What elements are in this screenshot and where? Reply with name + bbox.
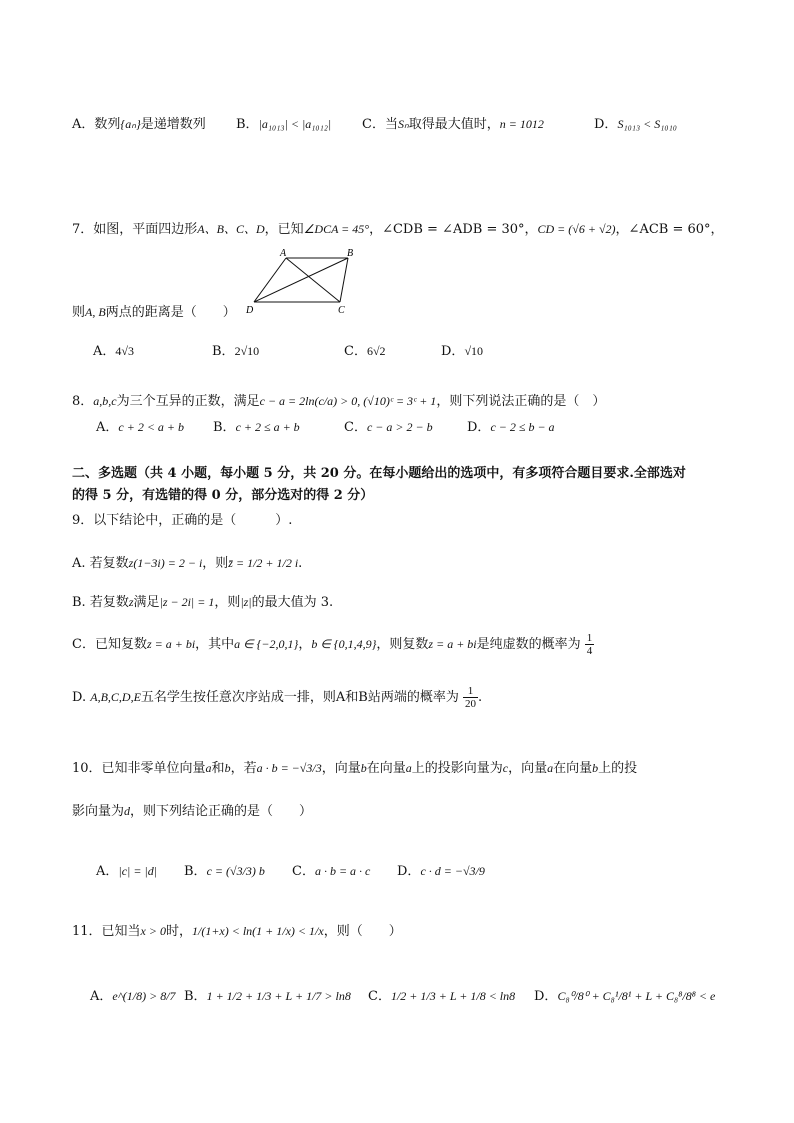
q7-option-d[interactable]: D．√10 bbox=[441, 344, 484, 359]
q7-figure bbox=[240, 246, 360, 316]
section-2-heading: 二、多选题（共 4 小题，每小题 5 分，共 20 分。在每小题给出的选项中，有多项符合题目要求.全部选对 bbox=[72, 466, 686, 481]
q11-option-c[interactable]: C．1/2 + 1/3 + L + 1/8 < ln8 bbox=[368, 989, 516, 1004]
fraction-one-twentieth: $\frac{1}{20}$ bbox=[465, 685, 476, 710]
q8-option-b[interactable]: B．c + 2 ≤ a + b bbox=[213, 420, 300, 435]
q7-option-a[interactable]: A．4√3 bbox=[93, 344, 134, 359]
q10-option-a[interactable]: A．|c| = |d| bbox=[96, 864, 158, 879]
fraction-one-quarter: $\frac{1}{4}$ bbox=[586, 632, 593, 657]
q8-option-a[interactable]: A．c + 2 < a + b bbox=[96, 420, 185, 435]
diag-ac bbox=[286, 258, 340, 302]
q9-option-b[interactable]: B. 若复数z满足|z − 2i| = 1，则|z|的最大值为 3. bbox=[72, 595, 334, 610]
q9-option-c[interactable]: C．已知复数z = a + bi，其中a ∈ {−2,0,1}，b ∈ {0,1,4,9}，则复数z = a + bi是纯虚数的概率为 $\frac{1}{4}$ bbox=[72, 632, 593, 657]
q6-option-d[interactable]: D．S₁₀₁₃ < S₁₀₁₀ bbox=[594, 117, 677, 132]
label-b: B bbox=[347, 248, 354, 259]
q10-stem: 10．已知非零单位向量a和b，若a · b = −√3/3，向量b在向量a上的投影向量为c，向量a在向量b上的投 bbox=[72, 761, 638, 776]
q6-option-c[interactable]: C．当Sₙ取得最大值时，n = 1012 bbox=[362, 117, 544, 132]
edge-bc bbox=[340, 258, 348, 302]
q7-option-b[interactable]: B．2√10 bbox=[212, 344, 260, 359]
section-2-heading-line2: 的得 5 分，有选错的得 0 分，部分选对的得 2 分） bbox=[72, 488, 374, 503]
label-a: A bbox=[280, 248, 287, 259]
q11-option-b[interactable]: B．1 + 1/2 + 1/3 + L + 1/7 > ln8 bbox=[184, 989, 351, 1004]
q11-stem: 11．已知当x > 0时，1/(1+x) < ln(1 + 1/x) < 1/x，则（ ） bbox=[72, 924, 402, 939]
q10-stem-line2: 影向量为d，则下列结论正确的是（ ） bbox=[72, 804, 313, 819]
q8-stem: 8．a,b,c为三个互异的正数，满足c − a = 2ln(c/a) > 0, (√10)ᶜ = 3ᶜ + 1，则下列说法正确的是（ ） bbox=[72, 394, 606, 409]
q9-option-d[interactable]: D. A,B,C,D,E五名学生按任意次序站成一排，则A和B站两端的概率为 $\frac{1}{20}$ . bbox=[72, 685, 483, 710]
q9-option-a[interactable]: A. 若复数z(1−3i) = 2 − i，则z̄ = 1/2 + 1/2 i. bbox=[72, 556, 303, 571]
q6-option-b[interactable]: B．|a₁₀₁₃| < |a₁₀₁₂| bbox=[236, 117, 332, 132]
diag-bd bbox=[254, 258, 348, 302]
q8-option-c[interactable]: C．c − a > 2 − b bbox=[344, 420, 433, 435]
label-d: D bbox=[246, 305, 254, 316]
q11-option-d[interactable]: D．C₈⁰/8⁰ + C₈¹/8¹ + L + C₈⁸/8⁸ < e bbox=[534, 989, 716, 1004]
edge-da bbox=[254, 258, 286, 302]
q11-option-a[interactable]: A．e^(1/8) > 8/7 bbox=[90, 989, 176, 1004]
q7-stem: 7．如图，平面四边形A、B、C、D，已知∠DCA = 45°，∠CDB = ∠ADB = 30°，CD = (√6 + √2)，∠ACB = 60°， bbox=[72, 222, 724, 237]
q10-option-d[interactable]: D．c · d = −√3/9 bbox=[397, 864, 485, 879]
label-c: C bbox=[338, 305, 345, 316]
q8-option-d[interactable]: D．c − 2 ≤ b − a bbox=[467, 420, 555, 435]
q7-option-c[interactable]: C．6√2 bbox=[344, 344, 386, 359]
q9-stem: 9．以下结论中，正确的是（ ）. bbox=[72, 513, 293, 528]
q10-option-c[interactable]: C．a · b = a · c bbox=[292, 864, 371, 879]
q6-option-a[interactable]: A．数列{aₙ}是递增数列 bbox=[72, 117, 206, 132]
q10-option-b[interactable]: B．c = (√3/3) b bbox=[184, 864, 265, 879]
q7-ask: 则A, B两点的距离是（ ） bbox=[72, 305, 236, 320]
